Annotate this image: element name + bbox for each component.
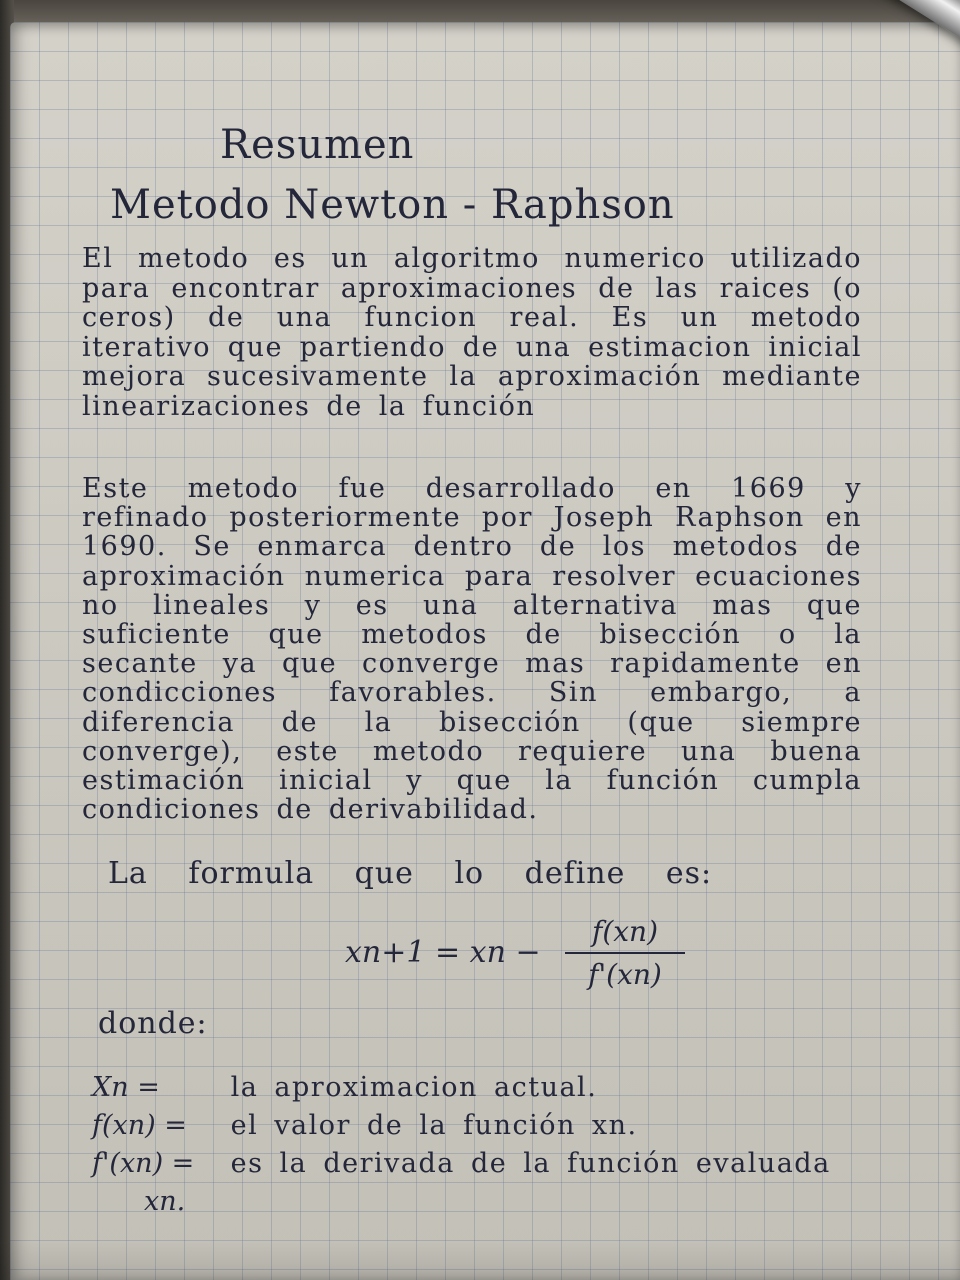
- definition-continuation: xn.: [144, 1186, 186, 1217]
- definitions-list: [92, 1072, 912, 1224]
- paragraph-definition: El metodo es un algoritmo numerico utilizado para encontrar aproximaciones de las raices (o ceros) de una funcion real. Es un metodo iterativo que partiendo de una estimacion inicial mejora sucesivamente la aproximación mediante linearizaciones de la función: [82, 243, 862, 422]
- definition-item: [92, 1148, 912, 1186]
- definition-text: el valor de la función xn.: [230, 1110, 638, 1141]
- definition-text: la aproximacion actual.: [230, 1072, 598, 1103]
- formula-fraction: [565, 915, 685, 991]
- definition-symbol: Xn =: [92, 1072, 160, 1103]
- definition-item: [92, 1072, 912, 1110]
- formula-numerator: f(xn): [591, 915, 659, 948]
- newton-raphson-formula: [345, 915, 705, 995]
- formula-lhs: xn+1 = xn −: [345, 935, 541, 970]
- formula-denominator: f'(xn): [588, 958, 662, 991]
- definition-item: [92, 1110, 912, 1148]
- page-title: Resumen: [220, 122, 415, 168]
- definition-symbol: f'(xn) =: [92, 1148, 195, 1179]
- page-subtitle: Metodo Newton - Raphson: [110, 182, 675, 228]
- paragraph-history: Este metodo fue desarrollado en 1669 y refinado posteriormente por Joseph Raphson en 1690. Se enmarca dentro de los metodos de aproximación numerica para resolver ecuaciones no lineales y es una alternativa mas que suficiente que metodos de bisección o la secante ya que converge mas rapidamente en condicciones favorables. Sin embargo, a diferencia de la bisección (que siempre converge), este metodo requiere una buena estimación inicial y que la función cumpla condiciones de derivabilidad.: [82, 473, 862, 826]
- definitions-heading: donde:: [98, 1006, 208, 1041]
- fraction-bar: [565, 952, 685, 954]
- formula-intro: La formula que lo define es:: [108, 856, 713, 891]
- definition-symbol: f(xn) =: [92, 1110, 187, 1141]
- definition-text: es la derivada de la función evaluada: [230, 1148, 831, 1179]
